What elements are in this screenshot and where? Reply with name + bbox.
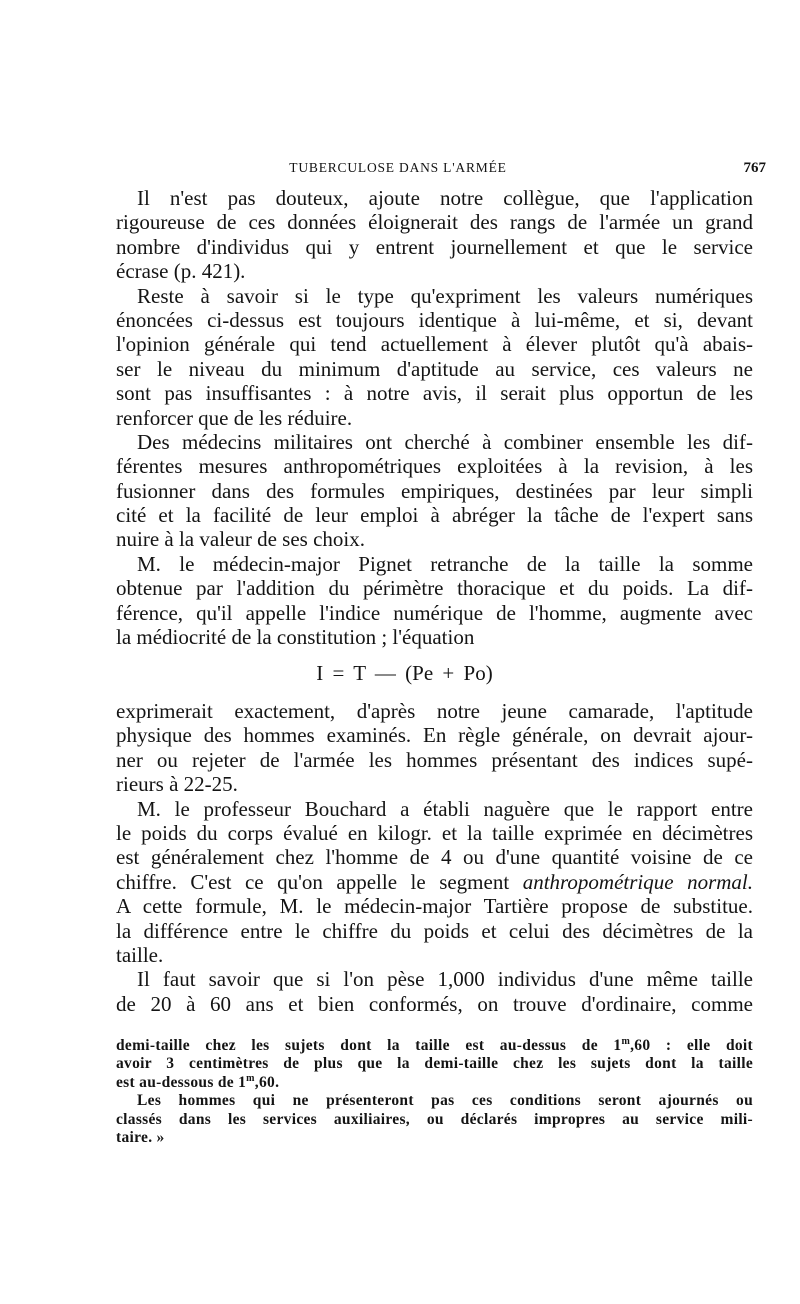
text-segment: chiffre. C'est ce qu'on appelle le segment <box>116 869 523 894</box>
text-line: rieurs à 22-25. <box>116 772 238 797</box>
text-line <box>116 870 753 894</box>
superscript-text: m <box>621 1037 631 1047</box>
text-line: renforcer que de les réduire. <box>116 405 353 430</box>
text-line: sont pas insuffisantes : à notre avis, il serait plus opportun de les <box>116 381 753 406</box>
text-line: physique des hommes examinés. En règle générale, on devrait ajour- <box>116 723 753 748</box>
running-head <box>0 159 800 177</box>
footnote <box>116 1037 753 1147</box>
text-line: exprimerait exactement, d'après notre jeune camarade, l'aptitude <box>116 699 753 724</box>
text-line: nuire à la valeur de ses choix. <box>116 527 365 552</box>
text-segment: ,60. <box>254 1073 280 1091</box>
page-number: 767 <box>743 160 766 176</box>
text-line <box>116 1037 753 1055</box>
text-line: férence, qu'il appelle l'indice numérique de l'homme, augmente avec <box>116 600 753 625</box>
text-line: A cette formule, M. le médecin-major Tartière propose de substitue. <box>116 894 753 919</box>
text-line: la différence entre le chiffre du poids et celui des décimètres de la <box>116 918 753 943</box>
paragraph <box>116 552 753 650</box>
text-line: écrase (p. 421). <box>116 259 246 284</box>
text-line: Il faut savoir que si l'on pèse 1,000 individus d'une même taille <box>137 967 753 992</box>
paragraph <box>116 797 753 968</box>
body-text <box>116 186 753 1016</box>
text-line: classés dans les services auxiliaires, ou déclarés impropres au service mili- <box>116 1110 753 1128</box>
text-segment: demi-taille chez les sujets dont la taille est au-dessus de 1 <box>116 1037 622 1054</box>
text-line: de 20 à 60 ans et bien conformés, on trouve d'ordinaire, comme <box>116 991 753 1016</box>
paragraph <box>116 430 753 552</box>
text-line: M. le professeur Bouchard a établi naguère que le rapport entre <box>137 796 753 821</box>
text-line <box>116 1074 753 1092</box>
text-line: Les hommes qui ne présenteront pas ces conditions seront ajournés ou <box>137 1092 753 1110</box>
text-segment: ,60 : elle doit <box>630 1037 753 1054</box>
paragraph <box>116 284 753 430</box>
paragraph <box>116 699 753 797</box>
paragraph <box>116 186 753 284</box>
text-line: Reste à savoir si le type qu'expriment les valeurs numériques <box>137 283 753 308</box>
text-line: énoncées ci-dessus est toujours identique à lui-même, et si, devant <box>116 307 753 332</box>
text-line: M. le médecin-major Pignet retranche de la taille la somme <box>137 551 753 576</box>
text-line: obtenue par l'addition du périmètre thoracique et du poids. La dif- <box>116 576 753 601</box>
text-line: est généralement chez l'homme de 4 ou d'une quantité voisine de ce <box>116 845 753 870</box>
equation: I = T — (Pe + Po) <box>316 661 493 686</box>
footnote-paragraph <box>116 1092 753 1147</box>
text-line: Des médecins militaires ont cherché à combiner ensemble les dif- <box>137 429 753 454</box>
text-line: taire. » <box>116 1128 165 1146</box>
text-line: ser le niveau du minimum d'aptitude au service, ces valeurs ne <box>116 356 753 381</box>
text-line: Il n'est pas douteux, ajoute notre collègue, que l'application <box>137 186 753 210</box>
footnote-paragraph <box>116 1037 753 1092</box>
paragraph <box>116 967 753 1016</box>
text-line: nombre d'individus qui y entrent journellement et que le service <box>116 234 753 259</box>
text-line: la médiocrité de la constitution ; l'équation <box>116 625 475 650</box>
text-line: ner ou rejeter de l'armée les hommes présentant des indices supé- <box>116 747 753 772</box>
text-line: avoir 3 centimètres de plus que la demi-taille chez les sujets dont la taille <box>116 1055 753 1073</box>
text-line: taille. <box>116 942 164 967</box>
text-line: cité et la facilité de leur emploi à abréger la tâche de l'expert sans <box>116 503 753 528</box>
running-title: TUBERCULOSE DANS L'ARMÉE <box>289 160 507 175</box>
text-line: férentes mesures anthropométriques exploitées à la revision, à les <box>116 454 753 479</box>
text-line: fusionner dans des formules empiriques, destinées par leur simpli <box>116 478 753 503</box>
text-line: rigoureuse de ces données éloignerait des rangs de l'armée un grand <box>116 210 753 235</box>
italic-text: anthropométrique normal. <box>522 869 753 894</box>
text-line: l'opinion générale qui tend actuellement à élever plutôt qu'à abais- <box>116 332 753 357</box>
text-line: le poids du corps évalué en kilogr. et la taille exprimée en décimètres <box>116 820 753 845</box>
superscript-text: m <box>246 1073 255 1084</box>
text-segment: est au-dessous de 1 <box>116 1073 247 1091</box>
